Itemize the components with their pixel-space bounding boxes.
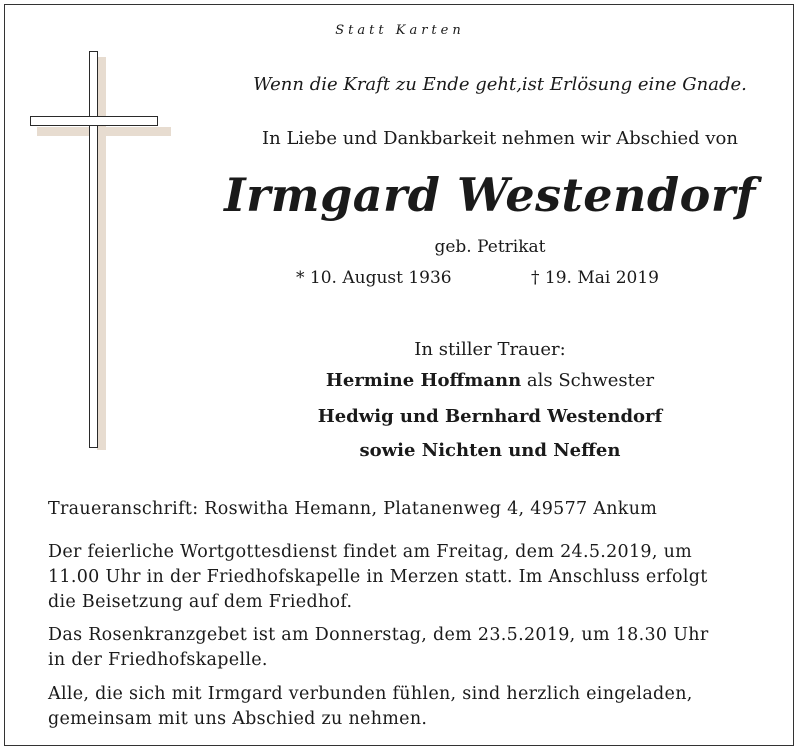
service-line-3: die Beisetzung auf dem Friedhof.	[48, 592, 353, 612]
statt-karten: Statt Karten	[335, 23, 465, 38]
rosary-line-1: Das Rosenkranzgebet ist am Donnerstag, dem 23.5.2019, um 18.30 Uhr	[48, 625, 709, 645]
mourner-relatives: sowie Nichten und Neffen	[359, 440, 621, 461]
service-line-2: 11.00 Uhr in der Friedhofskapelle in Merzen statt. Im Anschluss erfolgt	[48, 567, 708, 587]
mourner-sister-relation: als Schwester	[521, 370, 655, 391]
mourner-sister-name: Hermine Hoffmann	[325, 370, 522, 391]
birth-name: geb. Petrikat	[434, 237, 546, 257]
death-date: † 19. Mai 2019	[531, 268, 659, 288]
mourner-sister	[200, 370, 780, 391]
service-line-1: Der feierliche Wortgottesdienst findet am Freitag, dem 24.5.2019, um	[48, 542, 693, 562]
intro-text: In Liebe und Dankbarkeit nehmen wir Abschied von	[262, 128, 738, 149]
invite-line-2: gemeinsam mit uns Abschied zu nehmen.	[48, 709, 428, 729]
mourning-address: Traueranschrift: Roswitha Hemann, Platanenweg 4, 49577 Ankum	[48, 499, 658, 519]
mourner-family: Hedwig und Bernhard Westendorf	[317, 406, 663, 427]
motto: Wenn die Kraft zu Ende geht,ist Erlösung eine Gnade.	[253, 74, 747, 95]
mourners-title: In stiller Trauer:	[414, 339, 566, 360]
deceased-name: Irmgard Westendorf	[224, 168, 756, 222]
rosary-line-2: in der Friedhofskapelle.	[48, 650, 268, 670]
birth-date: * 10. August 1936	[296, 268, 452, 288]
invite-line-1: Alle, die sich mit Irmgard verbunden fühlen, sind herzlich eingeladen,	[48, 684, 693, 704]
